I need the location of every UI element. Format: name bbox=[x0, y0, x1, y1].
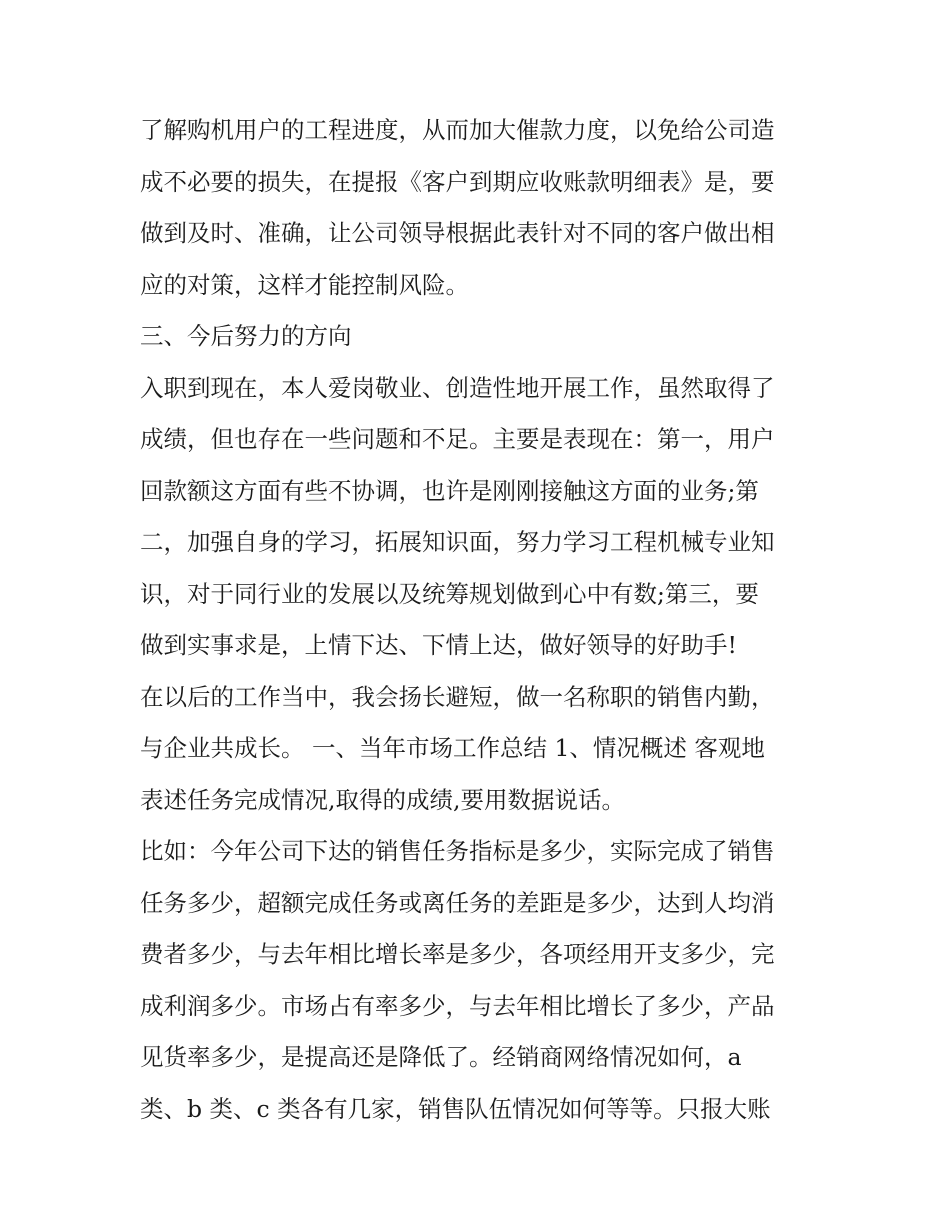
text-line: 了解购机用户的工程进度，从而加大催款力度，以免给公司造 bbox=[140, 116, 775, 144]
text-line: 应的对策，这样才能控制风险。 bbox=[140, 270, 469, 299]
text-line: 回款额这方面有些不协调，也许是刚刚接触这方面的业务;第 bbox=[140, 476, 759, 505]
body-text bbox=[140, 105, 820, 1135]
text-line: 比如：今年公司下达的销售任务指标是多少，实际完成了销售 bbox=[140, 837, 775, 865]
text-line: 表述任务完成情况,取得的成绩,要用数据说话。 bbox=[140, 785, 625, 814]
text-line: 费者多少，与去年相比增长率是多少，各项经用开支多少，完 bbox=[140, 940, 775, 968]
text-line: 成利润多少。市场占有率多少，与去年相比增长了多少，产品 bbox=[140, 991, 775, 1020]
text-line: 做到及时、准确，让公司领导根据此表针对不同的客户做出相 bbox=[140, 219, 775, 247]
section-heading: 三、今后努力的方向 bbox=[140, 322, 352, 350]
text-line: 做到实事求是，上情下达、下情上达，做好领导的好助手! bbox=[140, 631, 737, 659]
text-line: 见货率多少，是提高还是降低了。经销商网络情况如何，a bbox=[140, 1043, 742, 1071]
text-line: 在以后的工作当中，我会扬长避短，做一名称职的销售内勤， bbox=[140, 682, 775, 711]
text-line: 入职到现在，本人爱岗敬业、创造性地开展工作，虽然取得了 bbox=[140, 373, 775, 402]
text-line: 成不必要的损失，在提报《客户到期应收账款明细表》是，要 bbox=[140, 167, 775, 196]
text-line: 类、b 类、c 类各有几家，销售队伍情况如何等等。只报大账 bbox=[140, 1094, 771, 1123]
text-line: 与企业共成长。 一、当年市场工作总结 1、情况概述 客观地 bbox=[140, 734, 765, 762]
text-line: 成绩，但也存在一些问题和不足。主要是表现在：第一，用户 bbox=[140, 425, 775, 453]
text-line: 二，加强自身的学习，拓展知识面，努力学习工程机械专业知 bbox=[140, 528, 775, 556]
text-line: 识，对于同行业的发展以及统筹规划做到心中有数;第三，要 bbox=[140, 579, 759, 608]
text-line: 任务多少，超额完成任务或离任务的差距是多少，达到人均消 bbox=[140, 888, 775, 917]
